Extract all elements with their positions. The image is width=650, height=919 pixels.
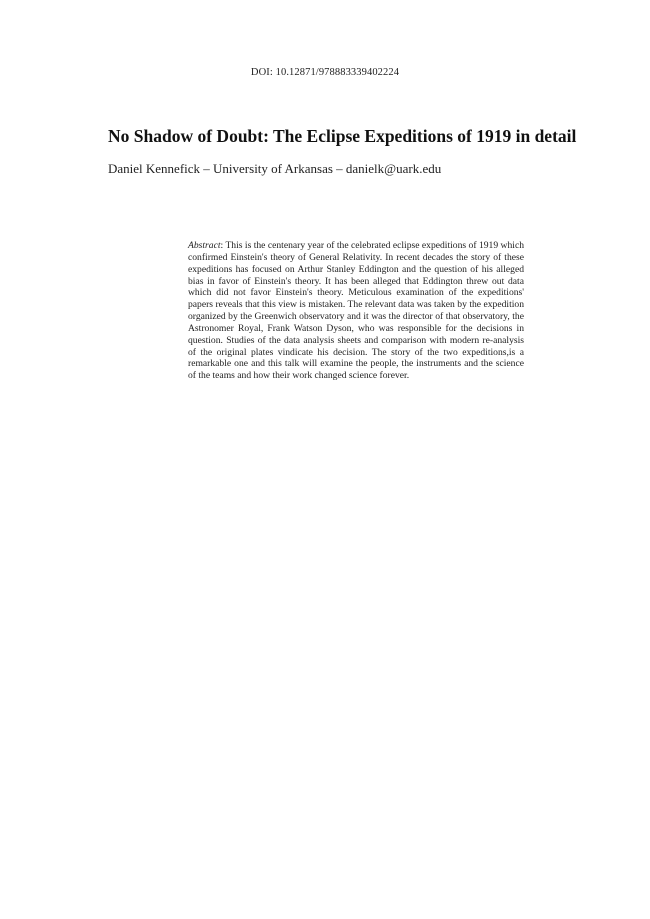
paper-title: No Shadow of Doubt: The Eclipse Expeditions of 1919 in detail [108,126,577,146]
abstract-text: This is the centenary year of the celebrated eclipse expeditions of 1919 which confirmed Einstein's theory of General Relativity. In recent decades the story of these expeditions has focused on Arthur Stanley Eddington and the question of his alleged bias in favor of Einstein's theory. It has been alleged that Eddington threw out data which did not favor Einstein's theory. Meticulous examination of the expeditions' papers reveals that this view is mistaken. The relevant data was taken by the expedition organized by the Greenwich observatory and it was the director of that observatory, the Astronomer Royal, Frank Watson Dyson, who was responsible for the decisions in question. Studies of the data analysis sheets and comparison with modern re-analysis of the original plates vindicate his decision. The story of the two expeditions,is a remarkable one and this talk will examine the people, the instruments and the science of the teams and how their work changed science forever. [188,240,525,382]
author-line: Daniel Kennefick – University of Arkansas – danielk@uark.edu [108,161,442,176]
abstract-label: Abstract [188,240,221,251]
doi-header: DOI: 10.12871/978883339402224 [250,67,400,78]
abstract: Abstract: This is the centenary year of the celebrated eclipse expeditions of 1919 which confirmed Einstein's theory of General Relativity. In recent decades the story of these expeditions has focused on Arthur Stanley Eddington and the question of his alleged bias in favor of Einstein's theory. It has been alleged that Eddington threw out data which did not favor Einstein's theory. Meticulous examination of the expeditions' papers reveals that this view is mistaken. The relevant data was taken by the expedition organized by the Greenwich observatory and it was the director of that observatory, the Astronomer Royal, Frank Watson Dyson, who was responsible for the decisions in question. Studies of the data analysis sheets and comparison with modern re-analysis of the original plates vindicate his decision. The story of the two expeditions,is a remarkable one and this talk will examine the people, the instruments and the science of the teams and how their work changed science forever. [188,240,525,382]
